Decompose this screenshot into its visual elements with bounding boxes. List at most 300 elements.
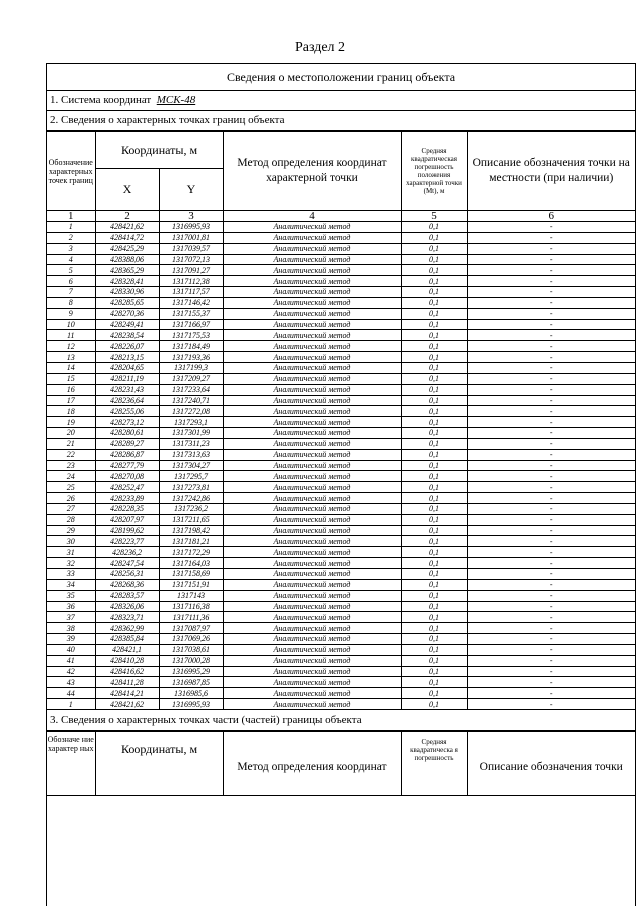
coord-x: 428236,2 bbox=[95, 547, 159, 558]
point-number: 41 bbox=[47, 655, 95, 666]
parts-header-point-id: Обозначе ние характер ных bbox=[47, 731, 95, 795]
error-cell: 0,1 bbox=[401, 319, 467, 330]
coord-y: 1317199,3 bbox=[159, 362, 223, 373]
coord-y: 1316995,93 bbox=[159, 222, 223, 233]
col-number: 6 bbox=[467, 211, 635, 222]
description-cell: - bbox=[467, 254, 635, 265]
coord-x: 428268,36 bbox=[95, 579, 159, 590]
table-row bbox=[47, 688, 635, 699]
point-number: 24 bbox=[47, 471, 95, 482]
table-row bbox=[47, 417, 635, 428]
header-row-numbers bbox=[47, 211, 635, 222]
description-cell: - bbox=[467, 601, 635, 612]
coord-y: 1317087,97 bbox=[159, 623, 223, 634]
point-number: 43 bbox=[47, 677, 95, 688]
table-row bbox=[47, 232, 635, 243]
point-number: 17 bbox=[47, 395, 95, 406]
table-row bbox=[47, 352, 635, 363]
description-cell: - bbox=[467, 449, 635, 460]
coord-x: 428273,12 bbox=[95, 417, 159, 428]
method-cell: Аналитический метод bbox=[223, 276, 401, 287]
point-number: 14 bbox=[47, 362, 95, 373]
description-cell: - bbox=[467, 471, 635, 482]
description-cell: - bbox=[467, 634, 635, 645]
table-row bbox=[47, 471, 635, 482]
error-cell: 0,1 bbox=[401, 406, 467, 417]
table-row bbox=[47, 373, 635, 384]
box-title: Сведения о местоположении границ объекта bbox=[47, 64, 635, 91]
coord-y: 1317072,13 bbox=[159, 254, 223, 265]
coord-x: 428388,06 bbox=[95, 254, 159, 265]
description-cell: - bbox=[467, 362, 635, 373]
description-cell: - bbox=[467, 287, 635, 298]
error-cell: 0,1 bbox=[401, 655, 467, 666]
method-cell: Аналитический метод bbox=[223, 525, 401, 536]
method-cell: Аналитический метод bbox=[223, 601, 401, 612]
coord-x: 428280,61 bbox=[95, 428, 159, 439]
table-row bbox=[47, 395, 635, 406]
parts-header-row bbox=[47, 731, 635, 795]
description-cell: - bbox=[467, 222, 635, 233]
point-number: 37 bbox=[47, 612, 95, 623]
coord-x: 428421,62 bbox=[95, 222, 159, 233]
method-cell: Аналитический метод bbox=[223, 644, 401, 655]
error-cell: 0,1 bbox=[401, 395, 467, 406]
error-cell: 0,1 bbox=[401, 503, 467, 514]
point-number: 9 bbox=[47, 308, 95, 319]
description-cell: - bbox=[467, 590, 635, 601]
method-cell: Аналитический метод bbox=[223, 232, 401, 243]
method-cell: Аналитический метод bbox=[223, 514, 401, 525]
error-cell: 0,1 bbox=[401, 677, 467, 688]
coord-x: 428270,08 bbox=[95, 471, 159, 482]
error-cell: 0,1 bbox=[401, 373, 467, 384]
method-cell: Аналитический метод bbox=[223, 579, 401, 590]
parts-table bbox=[47, 731, 635, 796]
coord-x: 428231,43 bbox=[95, 384, 159, 395]
table-row bbox=[47, 384, 635, 395]
description-cell: - bbox=[467, 623, 635, 634]
error-cell: 0,1 bbox=[401, 352, 467, 363]
description-cell: - bbox=[467, 341, 635, 352]
coord-y: 1317184,49 bbox=[159, 341, 223, 352]
error-cell: 0,1 bbox=[401, 569, 467, 580]
coord-x: 428414,72 bbox=[95, 232, 159, 243]
coord-x: 428286,87 bbox=[95, 449, 159, 460]
method-cell: Аналитический метод bbox=[223, 460, 401, 471]
table-row bbox=[47, 666, 635, 677]
description-cell: - bbox=[467, 579, 635, 590]
header-coordinates: Координаты, м bbox=[95, 132, 223, 169]
method-cell: Аналитический метод bbox=[223, 362, 401, 373]
error-cell: 0,1 bbox=[401, 330, 467, 341]
description-cell: - bbox=[467, 276, 635, 287]
error-cell: 0,1 bbox=[401, 384, 467, 395]
table-row bbox=[47, 319, 635, 330]
description-cell: - bbox=[467, 297, 635, 308]
table-row bbox=[47, 330, 635, 341]
point-number: 40 bbox=[47, 644, 95, 655]
coord-y: 1317242,86 bbox=[159, 493, 223, 504]
table-row bbox=[47, 428, 635, 439]
table-row bbox=[47, 482, 635, 493]
coord-y: 1317091,27 bbox=[159, 265, 223, 276]
coord-y: 1317272,08 bbox=[159, 406, 223, 417]
coord-y: 1316995,93 bbox=[159, 699, 223, 710]
description-cell: - bbox=[467, 265, 635, 276]
coord-x: 428365,29 bbox=[95, 265, 159, 276]
coord-y: 1317236,2 bbox=[159, 503, 223, 514]
description-cell: - bbox=[467, 666, 635, 677]
method-cell: Аналитический метод bbox=[223, 287, 401, 298]
method-cell: Аналитический метод bbox=[223, 482, 401, 493]
coord-system-value: МСК-48 bbox=[156, 94, 196, 106]
coord-x: 428255,06 bbox=[95, 406, 159, 417]
coord-y: 1317311,23 bbox=[159, 438, 223, 449]
table-row bbox=[47, 623, 635, 634]
error-cell: 0,1 bbox=[401, 438, 467, 449]
point-number: 7 bbox=[47, 287, 95, 298]
description-cell: - bbox=[467, 569, 635, 580]
method-cell: Аналитический метод bbox=[223, 395, 401, 406]
description-cell: - bbox=[467, 438, 635, 449]
table-row bbox=[47, 536, 635, 547]
error-cell: 0,1 bbox=[401, 699, 467, 710]
error-cell: 0,1 bbox=[401, 634, 467, 645]
point-number: 26 bbox=[47, 493, 95, 504]
coord-x: 428204,65 bbox=[95, 362, 159, 373]
coord-y: 1317143 bbox=[159, 590, 223, 601]
table-row bbox=[47, 503, 635, 514]
coord-y: 1317116,38 bbox=[159, 601, 223, 612]
method-cell: Аналитический метод bbox=[223, 406, 401, 417]
parts-header-coordinates: Координаты, м bbox=[95, 731, 223, 795]
error-cell: 0,1 bbox=[401, 417, 467, 428]
table-row bbox=[47, 341, 635, 352]
error-cell: 0,1 bbox=[401, 254, 467, 265]
coord-y: 1317001,81 bbox=[159, 232, 223, 243]
point-number: 27 bbox=[47, 503, 95, 514]
coord-y: 1317301,99 bbox=[159, 428, 223, 439]
coord-y: 1317155,37 bbox=[159, 308, 223, 319]
coord-x: 428211,19 bbox=[95, 373, 159, 384]
coord-y: 1317069,26 bbox=[159, 634, 223, 645]
table-row bbox=[47, 297, 635, 308]
coord-x: 428249,41 bbox=[95, 319, 159, 330]
description-cell: - bbox=[467, 384, 635, 395]
error-cell: 0,1 bbox=[401, 297, 467, 308]
method-cell: Аналитический метод bbox=[223, 677, 401, 688]
col-number: 4 bbox=[223, 211, 401, 222]
table-row bbox=[47, 677, 635, 688]
description-cell: - bbox=[467, 482, 635, 493]
point-number: 30 bbox=[47, 536, 95, 547]
description-cell: - bbox=[467, 688, 635, 699]
header-method: Метод определения координат характерной точки bbox=[223, 132, 401, 211]
coord-y: 1317151,91 bbox=[159, 579, 223, 590]
table-row bbox=[47, 612, 635, 623]
method-cell: Аналитический метод bbox=[223, 417, 401, 428]
coord-x: 428326,06 bbox=[95, 601, 159, 612]
table-row bbox=[47, 525, 635, 536]
table-row bbox=[47, 493, 635, 504]
table-row bbox=[47, 569, 635, 580]
description-cell: - bbox=[467, 536, 635, 547]
table-row bbox=[47, 449, 635, 460]
point-number: 18 bbox=[47, 406, 95, 417]
error-cell: 0,1 bbox=[401, 536, 467, 547]
coord-y: 1317273,81 bbox=[159, 482, 223, 493]
coord-y: 1317158,69 bbox=[159, 569, 223, 580]
method-cell: Аналитический метод bbox=[223, 471, 401, 482]
description-cell: - bbox=[467, 655, 635, 666]
coord-x: 428411,28 bbox=[95, 677, 159, 688]
coord-x: 428328,41 bbox=[95, 276, 159, 287]
description-cell: - bbox=[467, 428, 635, 439]
point-number: 34 bbox=[47, 579, 95, 590]
error-cell: 0,1 bbox=[401, 287, 467, 298]
coord-y: 1317000,28 bbox=[159, 655, 223, 666]
point-number: 20 bbox=[47, 428, 95, 439]
method-cell: Аналитический метод bbox=[223, 590, 401, 601]
table-row bbox=[47, 590, 635, 601]
header-description: Описание обозначения точки на местности (при наличии) bbox=[467, 132, 635, 211]
table-row bbox=[47, 406, 635, 417]
point-number: 39 bbox=[47, 634, 95, 645]
table-row bbox=[47, 579, 635, 590]
coord-x: 428256,31 bbox=[95, 569, 159, 580]
description-cell: - bbox=[467, 547, 635, 558]
coord-y: 1317166,97 bbox=[159, 319, 223, 330]
table-row bbox=[47, 655, 635, 666]
table-row bbox=[47, 699, 635, 710]
coord-x: 428416,62 bbox=[95, 666, 159, 677]
coord-x: 428223,77 bbox=[95, 536, 159, 547]
table-row bbox=[47, 634, 635, 645]
method-cell: Аналитический метод bbox=[223, 547, 401, 558]
error-cell: 0,1 bbox=[401, 579, 467, 590]
error-cell: 0,1 bbox=[401, 525, 467, 536]
coord-y: 1317313,63 bbox=[159, 449, 223, 460]
method-cell: Аналитический метод bbox=[223, 297, 401, 308]
point-number: 29 bbox=[47, 525, 95, 536]
coord-y: 1317240,71 bbox=[159, 395, 223, 406]
header-x: X bbox=[95, 169, 159, 211]
method-cell: Аналитический метод bbox=[223, 428, 401, 439]
method-cell: Аналитический метод bbox=[223, 536, 401, 547]
table-row bbox=[47, 287, 635, 298]
coord-system-label: 1. Система координат bbox=[50, 94, 152, 106]
parts-header-description: Описание обозначения точки bbox=[467, 731, 635, 795]
coord-x: 428233,89 bbox=[95, 493, 159, 504]
error-cell: 0,1 bbox=[401, 601, 467, 612]
table-row bbox=[47, 243, 635, 254]
table-row bbox=[47, 514, 635, 525]
description-cell: - bbox=[467, 460, 635, 471]
point-number: 10 bbox=[47, 319, 95, 330]
coord-y: 1317117,57 bbox=[159, 287, 223, 298]
error-cell: 0,1 bbox=[401, 428, 467, 439]
error-cell: 0,1 bbox=[401, 482, 467, 493]
method-cell: Аналитический метод bbox=[223, 503, 401, 514]
coord-x: 428410,28 bbox=[95, 655, 159, 666]
coord-y: 1317193,36 bbox=[159, 352, 223, 363]
coord-y: 1317198,42 bbox=[159, 525, 223, 536]
coord-x: 428425,29 bbox=[95, 243, 159, 254]
point-number: 33 bbox=[47, 569, 95, 580]
error-cell: 0,1 bbox=[401, 666, 467, 677]
description-cell: - bbox=[467, 352, 635, 363]
point-number: 25 bbox=[47, 482, 95, 493]
error-cell: 0,1 bbox=[401, 460, 467, 471]
description-cell: - bbox=[467, 612, 635, 623]
description-cell: - bbox=[467, 243, 635, 254]
method-cell: Аналитический метод bbox=[223, 655, 401, 666]
description-cell: - bbox=[467, 677, 635, 688]
method-cell: Аналитический метод bbox=[223, 330, 401, 341]
description-cell: - bbox=[467, 525, 635, 536]
coord-y: 1317038,61 bbox=[159, 644, 223, 655]
point-number: 31 bbox=[47, 547, 95, 558]
point-number: 19 bbox=[47, 417, 95, 428]
coord-x: 428362,99 bbox=[95, 623, 159, 634]
description-cell: - bbox=[467, 417, 635, 428]
coord-system-line bbox=[47, 91, 635, 111]
point-number: 42 bbox=[47, 666, 95, 677]
point-number: 5 bbox=[47, 265, 95, 276]
coord-y: 1317304,27 bbox=[159, 460, 223, 471]
method-cell: Аналитический метод bbox=[223, 319, 401, 330]
error-cell: 0,1 bbox=[401, 590, 467, 601]
method-cell: Аналитический метод bbox=[223, 373, 401, 384]
point-number: 28 bbox=[47, 514, 95, 525]
coord-y: 1316987,85 bbox=[159, 677, 223, 688]
error-cell: 0,1 bbox=[401, 547, 467, 558]
point-number: 1 bbox=[47, 699, 95, 710]
coord-y: 1317039,57 bbox=[159, 243, 223, 254]
description-cell: - bbox=[467, 558, 635, 569]
description-cell: - bbox=[467, 330, 635, 341]
point-number: 22 bbox=[47, 449, 95, 460]
coord-x: 428207,97 bbox=[95, 514, 159, 525]
coord-y: 1317112,38 bbox=[159, 276, 223, 287]
point-number: 23 bbox=[47, 460, 95, 471]
error-cell: 0,1 bbox=[401, 243, 467, 254]
point-number: 6 bbox=[47, 276, 95, 287]
description-cell: - bbox=[467, 308, 635, 319]
col-number: 2 bbox=[95, 211, 159, 222]
coord-x: 428213,15 bbox=[95, 352, 159, 363]
error-cell: 0,1 bbox=[401, 341, 467, 352]
point-number: 1 bbox=[47, 222, 95, 233]
coord-y: 1317293,1 bbox=[159, 417, 223, 428]
description-cell: - bbox=[467, 699, 635, 710]
coord-x: 428285,65 bbox=[95, 297, 159, 308]
description-cell: - bbox=[467, 373, 635, 384]
parts-header-method: Метод определения координат bbox=[223, 731, 401, 795]
error-cell: 0,1 bbox=[401, 514, 467, 525]
method-cell: Аналитический метод bbox=[223, 222, 401, 233]
error-cell: 0,1 bbox=[401, 276, 467, 287]
coord-x: 428421,1 bbox=[95, 644, 159, 655]
description-cell: - bbox=[467, 319, 635, 330]
method-cell: Аналитический метод bbox=[223, 623, 401, 634]
table-row bbox=[47, 547, 635, 558]
document-frame bbox=[46, 63, 636, 906]
coord-x: 428236,64 bbox=[95, 395, 159, 406]
page-title: Раздел 2 bbox=[294, 40, 346, 55]
method-cell: Аналитический метод bbox=[223, 666, 401, 677]
method-cell: Аналитический метод bbox=[223, 634, 401, 645]
error-cell: 0,1 bbox=[401, 558, 467, 569]
method-cell: Аналитический метод bbox=[223, 449, 401, 460]
table-row bbox=[47, 362, 635, 373]
coord-x: 428385,84 bbox=[95, 634, 159, 645]
coord-y: 1317209,27 bbox=[159, 373, 223, 384]
point-number: 38 bbox=[47, 623, 95, 634]
coord-y: 1317172,29 bbox=[159, 547, 223, 558]
error-cell: 0,1 bbox=[401, 493, 467, 504]
coord-x: 428283,57 bbox=[95, 590, 159, 601]
coord-x: 428199,62 bbox=[95, 525, 159, 536]
error-cell: 0,1 bbox=[401, 644, 467, 655]
error-cell: 0,1 bbox=[401, 449, 467, 460]
point-number: 2 bbox=[47, 232, 95, 243]
parts-header-error: Средняя квадратическа я погрешность bbox=[401, 731, 467, 795]
coord-y: 1317211,65 bbox=[159, 514, 223, 525]
method-cell: Аналитический метод bbox=[223, 493, 401, 504]
header-y: Y bbox=[159, 169, 223, 211]
coord-x: 428277,79 bbox=[95, 460, 159, 471]
method-cell: Аналитический метод bbox=[223, 558, 401, 569]
coord-x: 428330,96 bbox=[95, 287, 159, 298]
description-cell: - bbox=[467, 406, 635, 417]
table-row bbox=[47, 254, 635, 265]
coord-x: 428247,54 bbox=[95, 558, 159, 569]
coord-x: 428238,54 bbox=[95, 330, 159, 341]
method-cell: Аналитический метод bbox=[223, 308, 401, 319]
coord-x: 428289,27 bbox=[95, 438, 159, 449]
section3-label: 3. Сведения о характерных точках части (частей) границы объекта bbox=[47, 710, 635, 731]
error-cell: 0,1 bbox=[401, 308, 467, 319]
point-number: 12 bbox=[47, 341, 95, 352]
point-number: 16 bbox=[47, 384, 95, 395]
coord-x: 428252,47 bbox=[95, 482, 159, 493]
header-error: Средняя квадратическая погрешность положения характерной точки (Mt), м bbox=[401, 132, 467, 211]
table-row bbox=[47, 265, 635, 276]
coord-y: 1316995,29 bbox=[159, 666, 223, 677]
table-row bbox=[47, 308, 635, 319]
method-cell: Аналитический метод bbox=[223, 341, 401, 352]
table-row bbox=[47, 276, 635, 287]
error-cell: 0,1 bbox=[401, 623, 467, 634]
point-number: 15 bbox=[47, 373, 95, 384]
point-number: 8 bbox=[47, 297, 95, 308]
points-table bbox=[47, 131, 635, 710]
coord-y: 1316985,6 bbox=[159, 688, 223, 699]
point-number: 11 bbox=[47, 330, 95, 341]
coord-x: 428421,62 bbox=[95, 699, 159, 710]
coord-x: 428270,36 bbox=[95, 308, 159, 319]
col-number: 1 bbox=[47, 211, 95, 222]
coord-y: 1317164,03 bbox=[159, 558, 223, 569]
coord-y: 1317111,36 bbox=[159, 612, 223, 623]
table-row bbox=[47, 558, 635, 569]
coord-y: 1317146,42 bbox=[159, 297, 223, 308]
description-cell: - bbox=[467, 514, 635, 525]
method-cell: Аналитический метод bbox=[223, 352, 401, 363]
col-number: 3 bbox=[159, 211, 223, 222]
